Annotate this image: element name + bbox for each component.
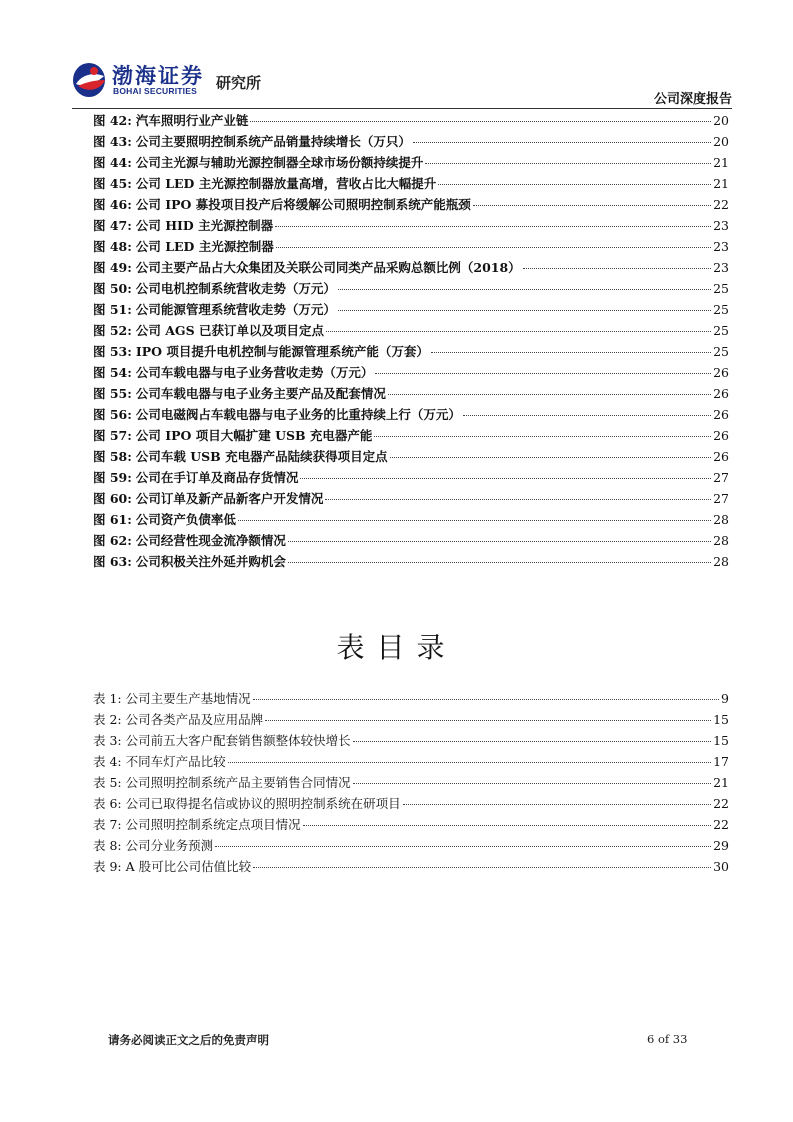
entry-page: 23 <box>713 239 729 254</box>
dot-leader <box>353 741 711 742</box>
dot-leader <box>288 562 711 563</box>
entry-page: 9 <box>721 691 729 706</box>
dot-leader <box>325 499 711 500</box>
entry-page: 21 <box>713 155 729 170</box>
entry-page: 26 <box>713 449 729 464</box>
entry-page: 23 <box>713 218 729 233</box>
table-entry[interactable] <box>93 730 729 751</box>
entry-page: 22 <box>713 817 729 832</box>
table-entry[interactable] <box>93 835 729 856</box>
dot-leader <box>215 846 711 847</box>
page-indicator: 6 of 33 <box>647 1032 688 1046</box>
figure-entry[interactable] <box>93 236 729 257</box>
entry-number: 图 49: <box>93 260 132 275</box>
entry-page: 26 <box>713 365 729 380</box>
entry-page: 21 <box>713 176 729 191</box>
entry-number: 图 60: <box>93 491 132 506</box>
report-type-label: 公司深度报告 <box>653 92 732 107</box>
entry-number: 图 50: <box>93 281 132 296</box>
entry-title: 公司车载电器与电子业务主要产品及配套情况 <box>135 386 386 401</box>
entry-title: 公司已取得提名信或协议的照明控制系统在研项目 <box>125 796 401 811</box>
dot-leader <box>431 352 711 353</box>
entry-page: 28 <box>713 512 729 527</box>
figure-entry[interactable] <box>93 446 729 467</box>
entry-title: 公司照明控制系统产品主要销售合同情况 <box>125 775 351 790</box>
entry-title: 公司 IPO 项目大幅扩建 USB 充电器产能 <box>135 428 373 443</box>
entry-title: 不同车灯产品比较 <box>125 754 226 769</box>
dot-leader <box>390 457 712 458</box>
figure-entry[interactable] <box>93 110 729 131</box>
entry-page: 15 <box>713 733 729 748</box>
entry-page: 25 <box>713 344 729 359</box>
dot-leader <box>288 541 711 542</box>
dot-leader <box>353 783 711 784</box>
entry-number: 图 58: <box>93 449 132 464</box>
dot-leader <box>253 699 719 700</box>
entry-page: 23 <box>713 260 729 275</box>
figure-entry[interactable] <box>93 383 729 404</box>
table-entry[interactable] <box>93 814 729 835</box>
entry-title: 公司前五大客户配套销售额整体较快增长 <box>125 733 351 748</box>
figure-entry[interactable] <box>93 152 729 173</box>
entry-number: 表 7: <box>93 817 122 832</box>
entry-title: 公司照明控制系统定点项目情况 <box>125 817 301 832</box>
entry-number: 图 54: <box>93 365 132 380</box>
entry-title: 公司主要照明控制系统产品销量持续增长（万只） <box>135 134 411 149</box>
table-entry[interactable] <box>93 793 729 814</box>
entry-number: 图 45: <box>93 176 132 191</box>
disclaimer-note: 请务必阅读正文之后的免责声明 <box>108 1033 269 1047</box>
table-entry[interactable] <box>93 709 729 730</box>
dot-leader <box>473 205 711 206</box>
header-divider <box>72 108 732 109</box>
entry-title: 公司主要产品占大众集团及关联公司同类产品采购总额比例（2018） <box>135 260 521 275</box>
entry-number: 图 48: <box>93 239 132 254</box>
dot-leader <box>388 394 711 395</box>
dot-leader <box>438 184 711 185</box>
dot-leader <box>375 373 711 374</box>
dot-leader <box>463 415 711 416</box>
entry-title: 公司 LED 主光源控制器放量高增，营收占比大幅提升 <box>135 176 437 191</box>
dot-leader <box>374 436 711 437</box>
figure-list <box>93 110 729 572</box>
figure-entry[interactable] <box>93 257 729 278</box>
entry-number: 图 53: <box>93 344 132 359</box>
entry-page: 28 <box>713 533 729 548</box>
dot-leader <box>403 804 711 805</box>
figure-entry[interactable] <box>93 320 729 341</box>
entry-number: 表 6: <box>93 796 122 811</box>
page-header <box>72 58 732 108</box>
table-entry[interactable] <box>93 772 729 793</box>
entry-title: 公司 LED 主光源控制器 <box>135 239 274 254</box>
figure-entry[interactable] <box>93 131 729 152</box>
dot-leader <box>326 331 711 332</box>
dot-leader <box>338 310 711 311</box>
entry-number: 图 42: <box>93 113 132 128</box>
figure-entry[interactable] <box>93 299 729 320</box>
dot-leader <box>303 825 711 826</box>
entry-title: 公司分业务预测 <box>125 838 214 853</box>
figure-entry[interactable] <box>93 173 729 194</box>
entry-page: 28 <box>713 554 729 569</box>
entry-page: 21 <box>713 775 729 790</box>
entry-page: 29 <box>713 838 729 853</box>
figure-entry[interactable] <box>93 404 729 425</box>
logo-subtitle: 研究所 <box>216 74 262 92</box>
entry-page: 25 <box>713 302 729 317</box>
entry-number: 图 51: <box>93 302 132 317</box>
figure-entry[interactable] <box>93 362 729 383</box>
entry-page: 15 <box>713 712 729 727</box>
entry-title: 公司 HID 主光源控制器 <box>135 218 274 233</box>
entry-page: 26 <box>713 407 729 422</box>
dot-leader <box>300 478 711 479</box>
entry-title: 公司资产负债率低 <box>135 512 236 527</box>
dot-leader <box>265 720 711 721</box>
table-entry[interactable] <box>93 856 729 877</box>
entry-title: 公司电机控制系统营收走势（万元） <box>135 281 336 296</box>
entry-number: 图 46: <box>93 197 132 212</box>
entry-number: 图 47: <box>93 218 132 233</box>
figure-entry[interactable] <box>93 509 729 530</box>
entry-page: 25 <box>713 281 729 296</box>
entry-number: 表 2: <box>93 712 122 727</box>
entry-page: 30 <box>713 859 729 874</box>
entry-page: 22 <box>713 197 729 212</box>
entry-number: 图 62: <box>93 533 132 548</box>
entry-page: 27 <box>713 491 729 506</box>
entry-title: 公司订单及新产品新客户开发情况 <box>135 491 324 506</box>
entry-number: 表 5: <box>93 775 122 790</box>
entry-number: 图 59: <box>93 470 132 485</box>
entry-title: 公司经营性现金流净额情况 <box>135 533 286 548</box>
figure-entry[interactable] <box>93 467 729 488</box>
entry-title: 公司车载 USB 充电器产品陆续获得项目定点 <box>135 449 388 464</box>
figure-entry[interactable] <box>93 215 729 236</box>
logo-english-name: BOHAI SECURITIES <box>113 86 197 96</box>
dot-leader <box>338 289 711 290</box>
entry-number: 表 3: <box>93 733 122 748</box>
entry-number: 表 8: <box>93 838 122 853</box>
dot-leader <box>238 520 711 521</box>
dot-leader <box>250 121 711 122</box>
entry-title: 公司车载电器与电子业务营收走势（万元） <box>135 365 374 380</box>
entry-title: 公司 IPO 募投项目投产后将缓解公司照明控制系统产能瓶颈 <box>135 197 471 212</box>
entry-page: 26 <box>713 428 729 443</box>
entry-page: 25 <box>713 323 729 338</box>
figure-entry[interactable] <box>93 488 729 509</box>
entry-number: 图 44: <box>93 155 132 170</box>
entry-number: 表 1: <box>93 691 122 706</box>
entry-page: 20 <box>713 113 729 128</box>
figure-entry[interactable] <box>93 341 729 362</box>
entry-number: 图 61: <box>93 512 132 527</box>
table-entry[interactable] <box>93 688 729 709</box>
table-list <box>93 688 729 877</box>
entry-title: 公司 AGS 已获订单以及项目定点 <box>135 323 324 338</box>
entry-number: 图 52: <box>93 323 132 338</box>
entry-title: 公司电磁阀占车载电器与电子业务的比重持续上行（万元） <box>135 407 461 422</box>
entry-title: 公司主要生产基地情况 <box>125 691 251 706</box>
dot-leader <box>253 867 711 868</box>
figure-entry[interactable] <box>93 278 729 299</box>
dot-leader <box>523 268 711 269</box>
entry-number: 表 9: <box>93 859 122 874</box>
figure-entry[interactable] <box>93 530 729 551</box>
figure-entry[interactable] <box>93 425 729 446</box>
entry-title: IPO 项目提升电机控制与能源管理系统产能（万套） <box>135 344 429 359</box>
dot-leader <box>425 163 711 164</box>
tables-section-title: 表目录 <box>336 631 457 664</box>
logo-chinese-name: 渤海证券 <box>112 64 204 88</box>
entry-page: 27 <box>713 470 729 485</box>
entry-page: 26 <box>713 386 729 401</box>
entry-page: 20 <box>713 134 729 149</box>
figure-entry[interactable] <box>93 194 729 215</box>
entry-number: 图 57: <box>93 428 132 443</box>
entry-number: 图 56: <box>93 407 132 422</box>
entry-title: 汽车照明行业产业链 <box>135 113 249 128</box>
entry-title: 公司主光源与辅助光源控制器全球市场份额持续提升 <box>135 155 424 170</box>
dot-leader <box>413 142 711 143</box>
entry-page: 22 <box>713 796 729 811</box>
bohai-logo-icon <box>72 62 106 98</box>
table-entry[interactable] <box>93 751 729 772</box>
dot-leader <box>276 247 711 248</box>
entry-title: 公司能源管理系统营收走势（万元） <box>135 302 336 317</box>
entry-page: 17 <box>713 754 729 769</box>
entry-title: 公司各类产品及应用品牌 <box>125 712 264 727</box>
entry-number: 图 63: <box>93 554 132 569</box>
entry-number: 图 55: <box>93 386 132 401</box>
entry-title: A 股可比公司估值比较 <box>125 859 252 874</box>
entry-number: 图 43: <box>93 134 132 149</box>
entry-title: 公司在手订单及商品存货情况 <box>135 470 299 485</box>
entry-title: 公司积极关注外延并购机会 <box>135 554 286 569</box>
dot-leader <box>275 226 711 227</box>
dot-leader <box>228 762 711 763</box>
entry-number: 表 4: <box>93 754 122 769</box>
figure-entry[interactable] <box>93 551 729 572</box>
